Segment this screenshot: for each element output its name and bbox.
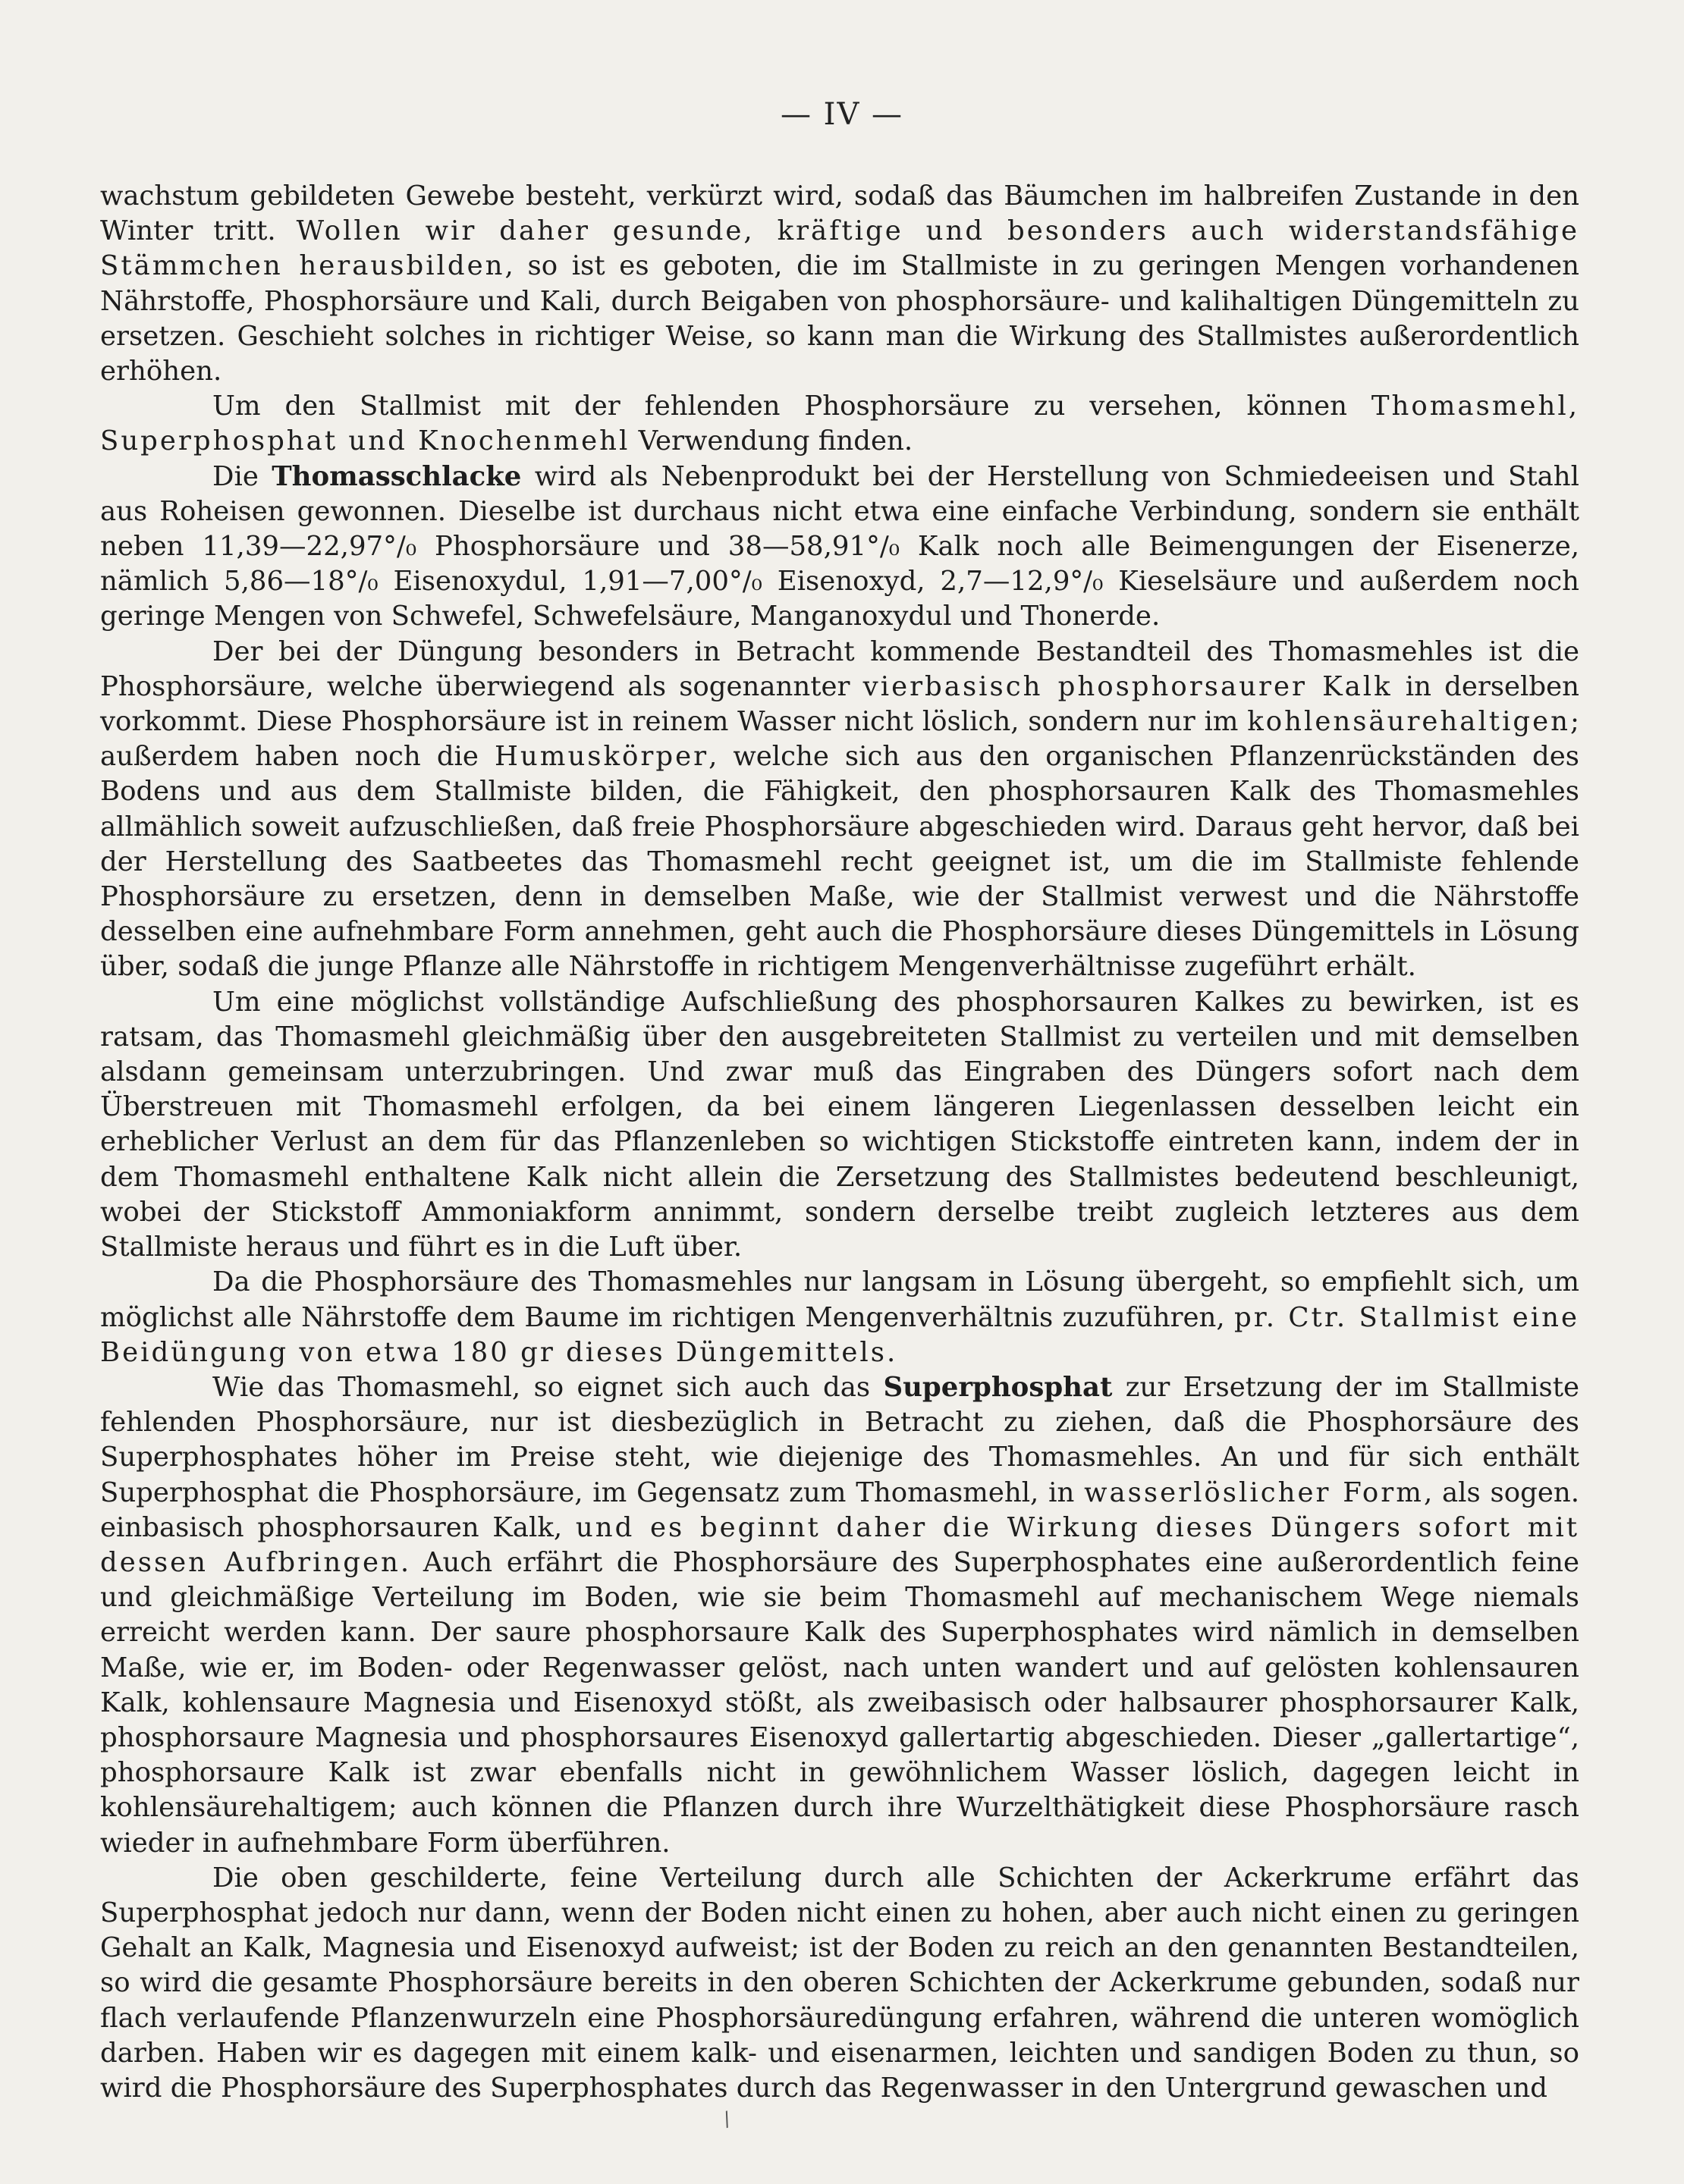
spaced-emphasis: kohlensäurehaltigen — [1247, 706, 1571, 738]
text-run: . — [886, 1336, 896, 1368]
text-run: . Auch erfährt die Phosphorsäure des Superphosphates eine außerordentlich feine und gleichmäßige Verteilung im Boden, wie sie beim Thomasmehl auf mechanischem Wege niemals erreicht werden kann. Der saure phosphorsaure Kalk des Superphosphates wird nämlich in demselben Maße, wie er, im Boden- oder Regenwasser gelöst, nach unten wandert und auf gelösten kohlensauren Kalk, kohlensaure Magnesia und Eisenoxyd stößt, als zweibasisch oder halbsaurer phosphorsaurer Kalk, phosphorsaure Magnesia und phosphorsaures Eisenoxyd gallertartig abgeschieden. Dieser „gallertartige“, phosphorsaure Kalk ist zwar ebenfalls nicht in gewöhnlichem Wasser löslich, dagegen leicht in kohlensäurehaltigem; auch können die Pflanzen durch ihre Wurzelthätigkeit diese Phosphorsäure rasch wieder in aufnehmbare Form überführen. — [100, 1546, 1579, 1859]
text-run: , so ist es geboten, die im Stallmiste in zu geringen Mengen vorhandenen Nährstoffe, Phosphorsäure und Kali, durch Beigaben von phosphorsäure- und kalihaltigen Düngemitteln zu ersetzen. Geschieht solches in richtiger Weise, so kann man die Wirkung des Stallmistes außerordentlich erhöhen. — [100, 250, 1579, 388]
text-run: zur Ersetzung der im Stallmiste fehlenden Phosphorsäure, nur ist diesbezüglich in Betracht zu ziehen, daß die Phosphorsäure des Superphosphates höher im Preise steht, wie diejenige des Thomasmehles. An und für sich enthält Superphosphat die Phosphorsäure, im Gegensatz zum Thomasmehl, in — [100, 1371, 1579, 1508]
spaced-emphasis: und es beginnt daher die Wirkung dieses Düngers sofort mit dessen Aufbringen — [100, 1511, 1580, 1578]
paragraph — [100, 1265, 1579, 1370]
text-run: wachstum gebildeten Gewebe besteht, verkürzt wird, sodaß das Bäumchen im halbreifen Zustande in den Winter tritt. — [100, 180, 1579, 247]
text-run: Der bei der Düngung besonders in Betracht kommende Bestandteil des Thomasmehles ist die Phosphorsäure, welche überwiegend als sogenannter — [100, 635, 1579, 702]
paragraph — [100, 179, 1579, 389]
page-number: — IV — — [780, 97, 904, 132]
paragraph — [100, 389, 1579, 459]
text-run: Verwendung finden. — [630, 425, 913, 457]
bold-term: Superphosphat — [883, 1371, 1113, 1403]
spaced-emphasis: vierbasisch phosphorsaurer Kalk — [862, 670, 1393, 702]
text-run: , welche sich aus den organischen Pflanzenrückständen des Bodens und aus dem Stallmiste bilden, die Fähigkeit, den phosphorsauren Kalk des Thomasmehles allmählich soweit aufzuschließen, daß freie Phosphorsäure abgeschieden wird. Daraus geht hervor, daß bei der Herstellung des Saatbeetes das Thomasmehl recht geeignet ist, um die im Stallmiste fehlende Phosphorsäure zu ersetzen, denn in demselben Maße, wie der Stallmist verwest und die Nährstoffe desselben eine aufnehmbare Form annehmen, geht auch die Phosphorsäure dieses Düngemittels in Lösung über, sodaß die junge Pflanze alle Nährstoffe in richtigem Mengenverhältnisse zugeführt erhält. — [100, 741, 1580, 983]
text-run: Die oben geschilderte, feine Verteilung durch alle Schichten der Ackerkrume erfährt das Superphosphat jedoch nur dann, wenn der Boden nicht einen zu hohen, aber auch nicht einen zu geringen Gehalt an Kalk, Magnesia und Eisenoxyd aufweist; ist der Boden zu reich an den genannten Bestandteilen, so wird die gesamte Phosphorsäure bereits in den oberen Schichten der Ackerkrume gebunden, sodaß nur flach verlaufende Pflanzenwurzeln eine Phosphorsäuredüngung erfahren, während die unteren womöglich darben. Haben wir es dagegen mit einem kalk- und eisenarmen, leichten und sandigen Boden zu thun, so wird die Phosphorsäure des Superphosphates durch das Regenwasser in den Untergrund gewaschen und — [100, 1862, 1579, 2104]
paragraph — [100, 635, 1579, 985]
spaced-emphasis: wasserlöslicher Form — [1084, 1476, 1424, 1508]
bold-term: Thomasschlacke — [272, 460, 522, 492]
paragraph — [100, 985, 1579, 1266]
text-run: Wie das Thomasmehl, so eignet sich auch das — [212, 1371, 884, 1403]
text-run: wird als Nebenprodukt bei der Herstellung von Schmiedeeisen und Stahl aus Roheisen gewonnen. Dieselbe ist durchaus nicht etwa eine einfache Verbindung, sondern sie enthält neben 11,39—22,97°/₀ Phosphorsäure und 38—58,91°/₀ Kalk noch alle Beimengungen der Eisenerze, nämlich 5,86—18°/₀ Eisenoxydul, 1,91—7,00°/₀ Eisenoxyd, 2,7—12,9°/₀ Kieselsäure und außerdem noch geringe Mengen von Schwefel, Schwefelsäure, Manganoxydul und Thonerde. — [100, 460, 1579, 632]
spaced-emphasis: Humuskörper — [494, 741, 709, 773]
text-run: Die — [212, 460, 272, 492]
text-run: Um den Stallmist mit der fehlenden Phosphorsäure zu versehen, können — [212, 391, 1371, 422]
body-text — [100, 179, 1579, 2106]
text-run: ; außerdem haben noch die — [100, 706, 1579, 773]
stray-print-mark: / — [720, 2107, 734, 2132]
paragraph — [100, 1370, 1579, 1861]
text-run: Da die Phosphorsäure des Thomasmehles nur langsam in Lösung übergeht, so empfiehlt sich, um möglichst alle Nährstoffe dem Baume im richtigen Mengenverhältnis zuzuführen, — [100, 1266, 1579, 1333]
paragraph — [100, 460, 1579, 635]
text-run: in derselben vorkommt. Diese Phosphorsäure ist in reinem Wasser nicht löslich, sondern nur im — [100, 670, 1579, 738]
paragraph — [100, 1861, 1579, 2106]
spaced-emphasis: pr. Ctr. Stallmist eine Beidüngung von etwa 180 gr dieses Düngemittels — [100, 1301, 1579, 1368]
text-run: , als sogen. einbasisch phosphorsauren Kalk, — [100, 1476, 1579, 1543]
text-run: Um eine möglichst vollständige Aufschließung des phosphorsauren Kalkes zu bewirken, ist es ratsam, das Thomasmehl gleichmäßig über den ausgebreiteten Stallmist zu verteilen und mit demselben alsdann gemeinsam unterzubringen. Und zwar muß das Eingraben des Düngers sofort nach dem Überstreuen mit Thomasmehl erfolgen, da bei einem längeren Liegenlassen desselben leicht ein erheblicher Verlust an dem für das Pflanzenleben so wichtigen Stickstoffe eintreten kann, indem der in dem Thomasmehl enthaltene Kalk nicht allein die Zersetzung des Stallmistes bedeutend beschleunigt, wobei der Stickstoff Ammoniakform annimmt, sondern derselbe treibt zugleich letzteres aus dem Stallmiste heraus und führt es in die Luft über. — [100, 986, 1579, 1263]
spaced-emphasis: Wollen wir daher gesunde, kräftige und besonders auch widerstandsfähige Stämmchen herausbilden — [100, 215, 1579, 282]
spaced-emphasis: Thomasmehl, Superphosphat und Knochenmehl — [100, 391, 1579, 457]
